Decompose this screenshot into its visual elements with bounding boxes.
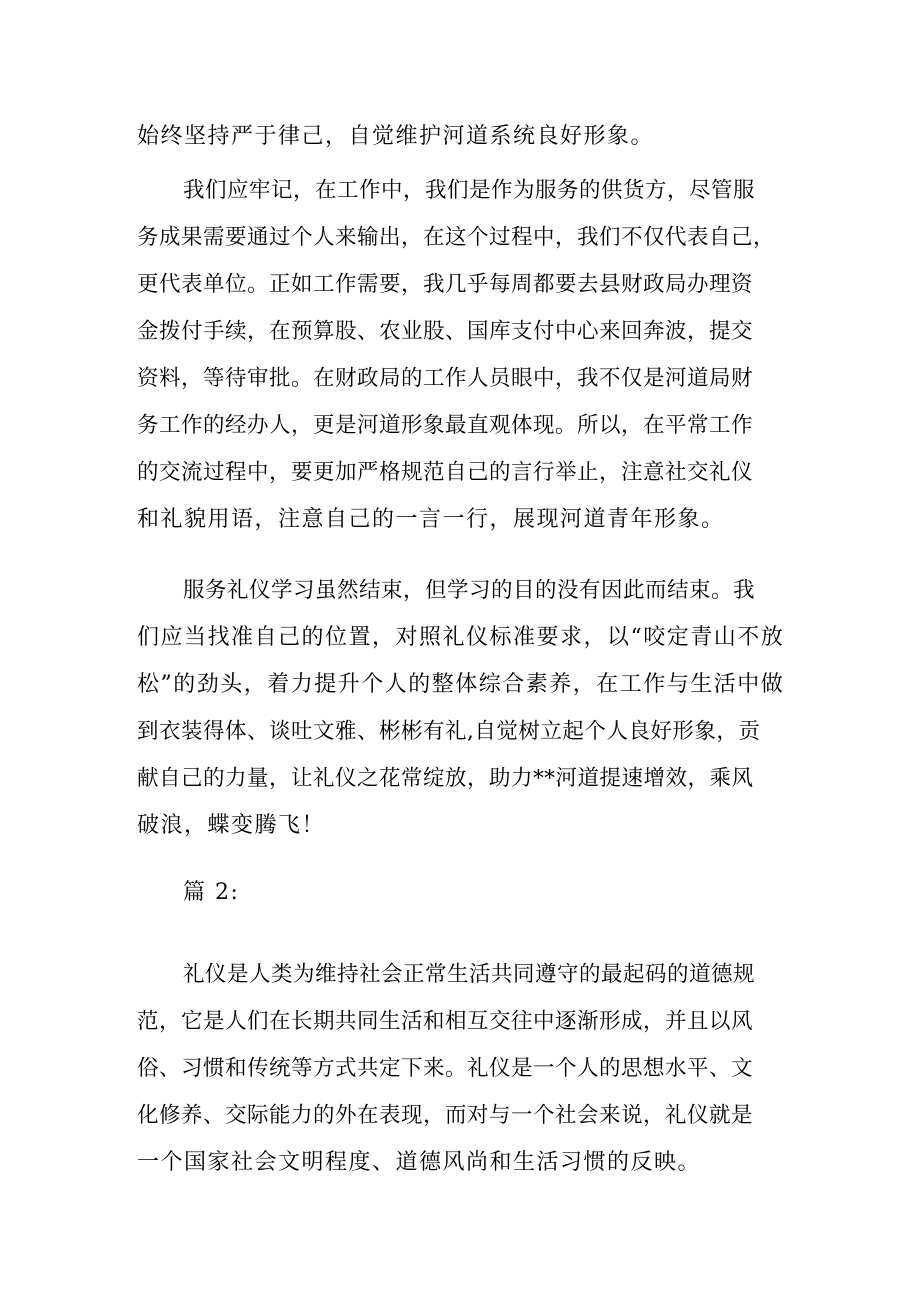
paragraph-4-line-1: 礼仪是人类为维持社会正常生活共同遵守的最起码的道德规 [183,962,756,987]
paragraph-3-line-3: 松”的劲头，着力提升个人的整体综合素养，在工作与生活中做 [137,672,785,697]
paragraph-2-line-6: 务工作的经办人，更是河道形象最直观体现。所以，在平常工作 [137,413,754,438]
paragraph-3-line-5: 献自己的力量，让礼仪之花常绽放，助力**河道提速增效，乘风 [137,766,754,791]
paragraph-1-line-1: 始终坚持严于律己，自觉维护河道系统良好形象。 [137,124,655,149]
paragraph-2-line-4: 金拨付手续，在预算股、农业股、国库支付中心来回奔波，提交 [137,319,754,344]
paragraph-2-line-7: 的交流过程中，要更加严格规范自己的言行举止，注意社交礼仪 [137,460,754,485]
paragraph-4-line-5: 一个国家社会文明程度、道德风尚和生活习惯的反映。 [137,1150,702,1175]
paragraph-3-line-2: 们应当找准自己的位置，对照礼仪标准要求，以“咬定青山不放 [137,625,785,650]
paragraph-3-line-6: 破浪，蝶变腾飞！ [137,813,326,838]
paragraph-2-line-8: 和礼貌用语，注意自己的一言一行，展现河道青年形象。 [137,507,725,532]
section-heading: 篇 2: [183,880,240,905]
paragraph-2-line-3: 更代表单位。正如工作需要，我几乎每周都要去县财政局办理资 [137,272,754,297]
paragraph-4-line-4: 化修养、交际能力的外在表现，而对与一个社会来说，礼仪就是 [137,1103,754,1128]
paragraph-2-line-1: 我们应牢记，在工作中，我们是作为服务的供货方，尽管服 [183,178,756,203]
paragraph-3-line-1: 服务礼仪学习虽然结束，但学习的目的没有因此而结束。我 [183,578,756,603]
paragraph-2-line-5: 资料，等待审批。在财政局的工作人员眼中，我不仅是河道局财 [137,366,754,391]
paragraph-2-line-2: 务成果需要通过个人来输出，在这个过程中，我们不仅代表自己， [137,225,776,250]
paragraph-4-line-2: 范，它是人们在长期共同生活和相互交往中逐渐形成，并且以风 [137,1009,754,1034]
paragraph-3-line-4: 到衣装得体、谈吐文雅、彬彬有礼,自觉树立起个人良好形象，贡 [137,719,761,744]
paragraph-4-line-3: 俗、习惯和传统等方式共定下来。礼仪是一个人的思想水平、文 [137,1056,754,1081]
